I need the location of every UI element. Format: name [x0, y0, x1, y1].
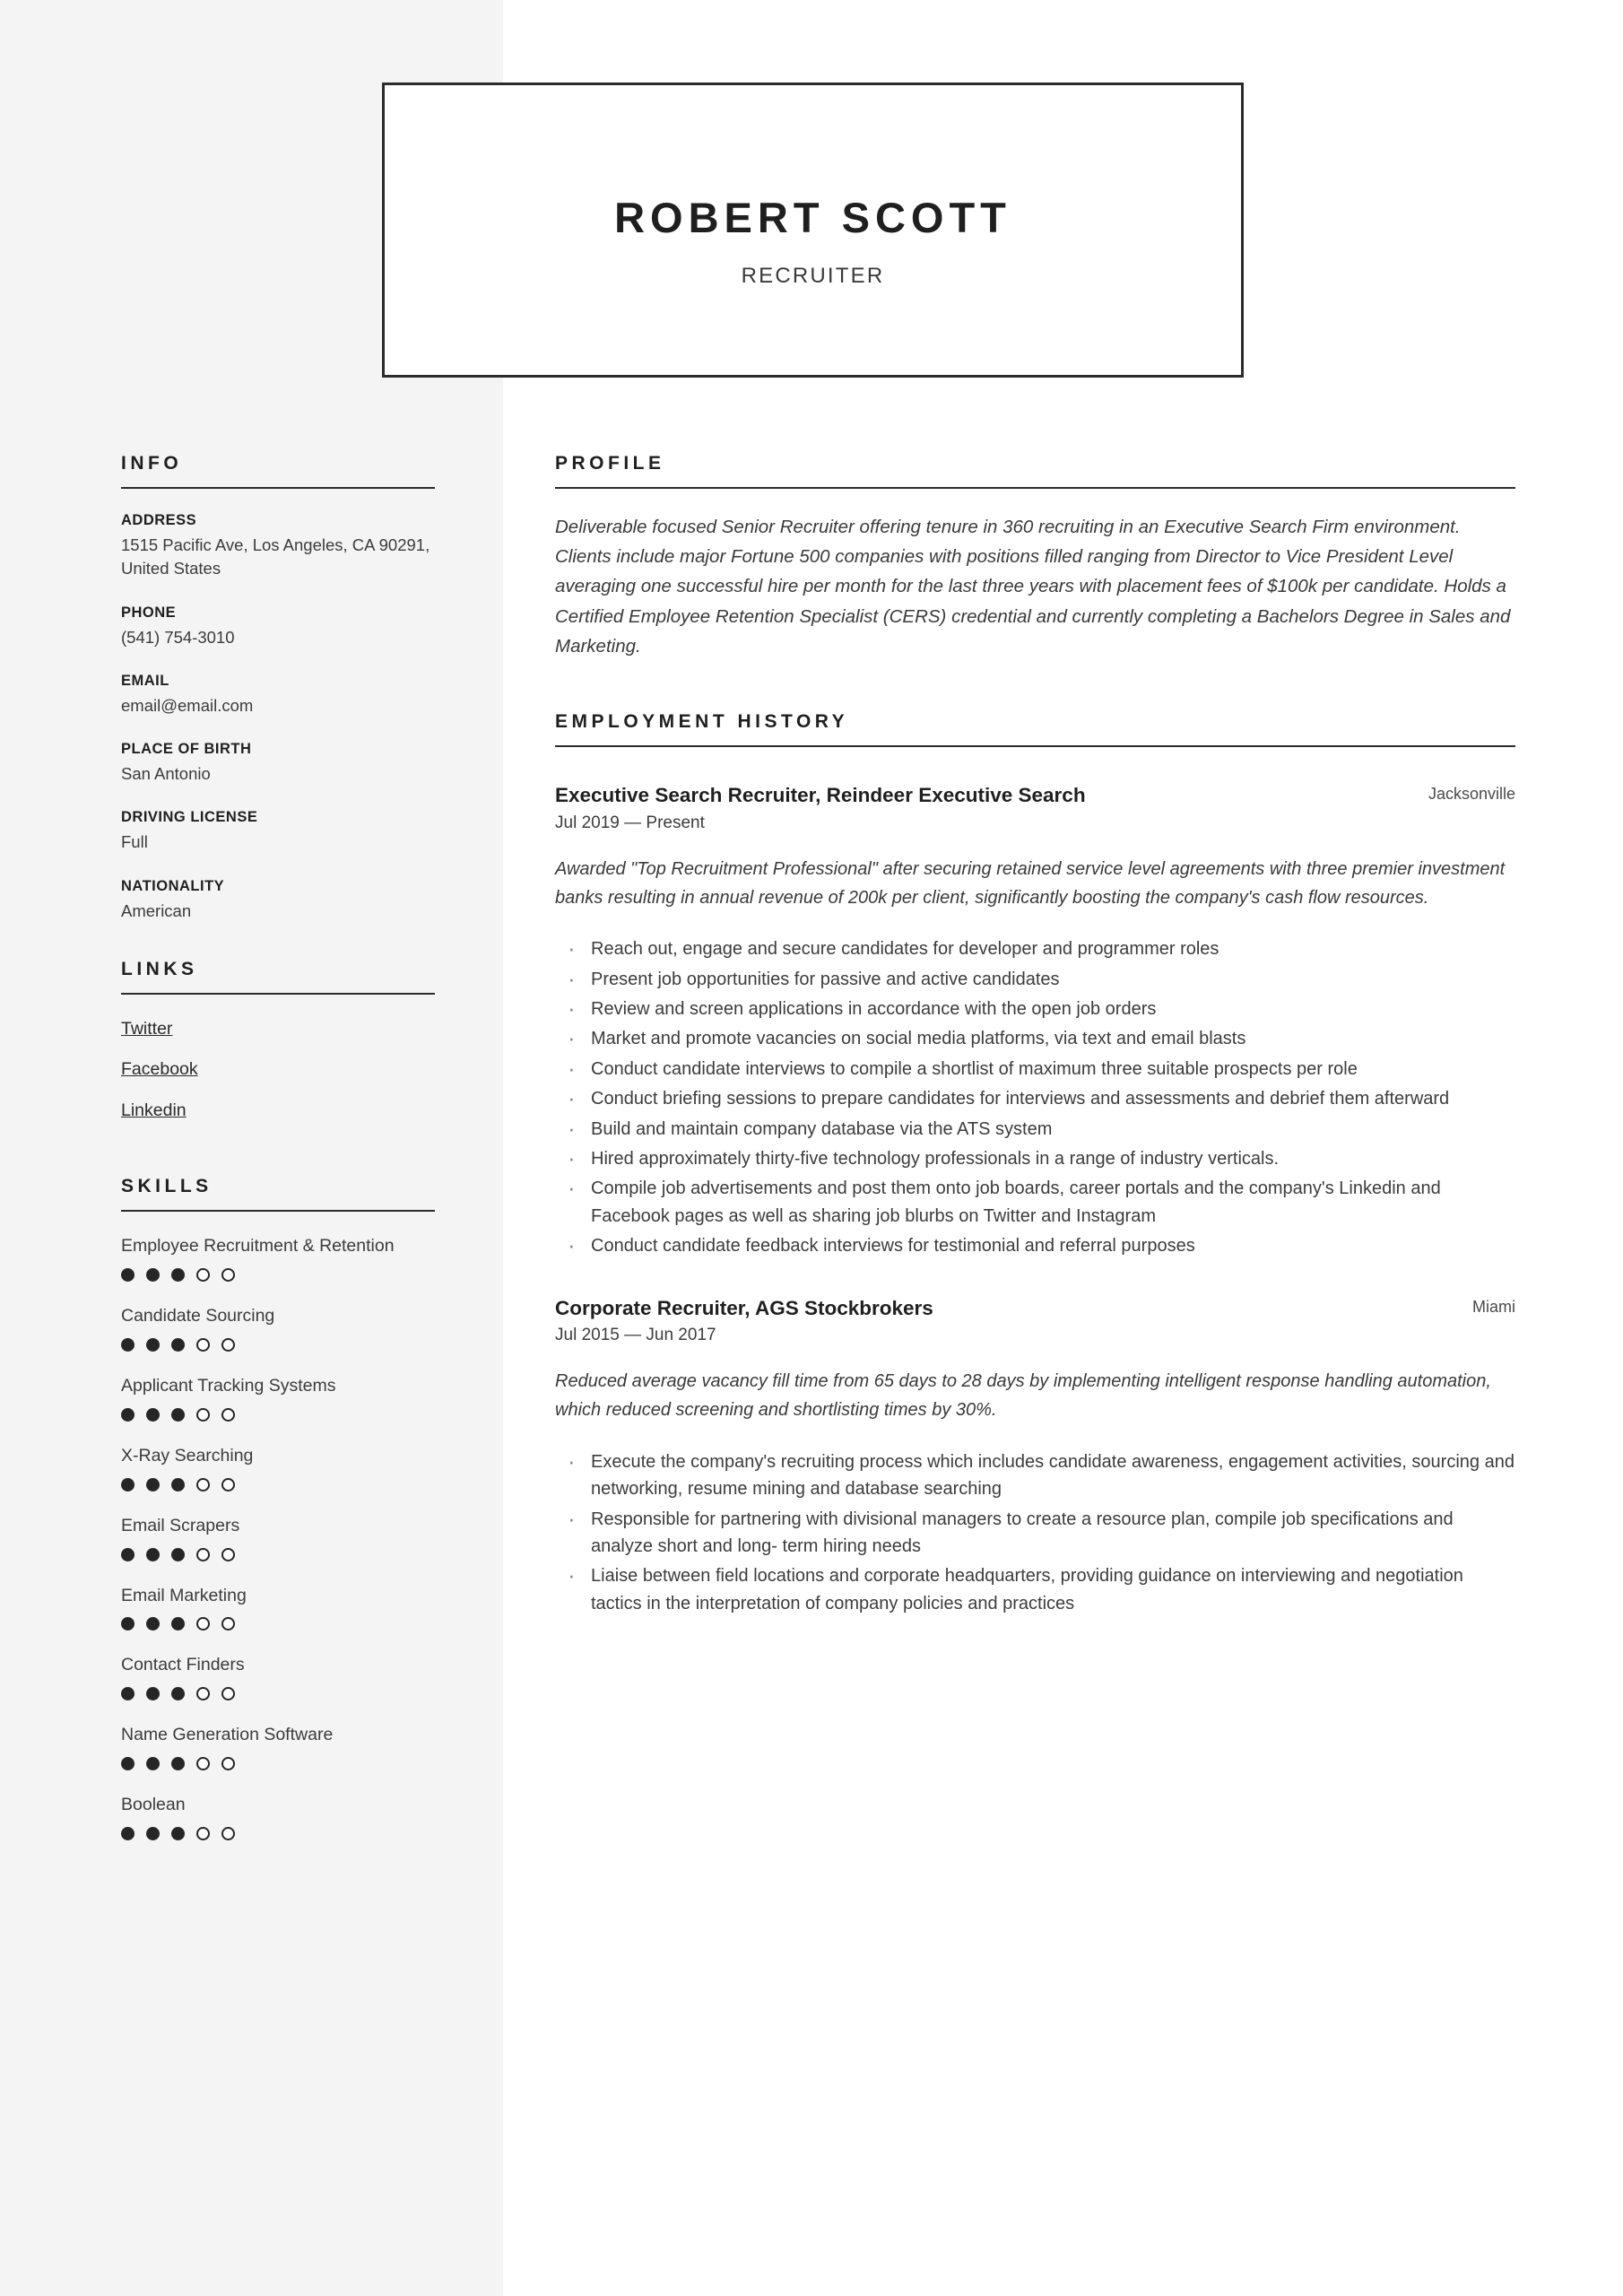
- job-bullet: · Market and promote vacancies on social media platforms, via text and email blasts: [555, 1025, 1515, 1052]
- profile-text: Deliverable focused Senior Recruiter offering tenure in 360 recruiting in an Executive Search Firm environment. Clients include major Fortune 500 companies with positions filled ranging from Director to Vice President Level averaging one successful hire per month for the last three years with placement fees of $100k per candidate. Holds a Certified Employee Retention Specialist (CERS) credential and currently completing a Bachelors Degree in Sales and Marketing.: [555, 517, 1511, 657]
- skill-name: Boolean: [121, 1795, 186, 1815]
- skill-level-dot: [196, 1757, 210, 1770]
- job-location: Miami: [1472, 1297, 1515, 1316]
- section-heading-skills: SKILLS: [121, 1175, 213, 1196]
- skill-level-dot: [221, 1617, 235, 1631]
- skill-level-meter: [121, 1548, 435, 1561]
- section-heading-links: LINKS: [121, 958, 198, 979]
- skill-level-dot: [221, 1687, 235, 1700]
- skill-level-dot: [121, 1827, 135, 1840]
- link-linkedin[interactable]: Linkedin: [121, 1100, 187, 1120]
- link-twitter[interactable]: Twitter: [121, 1018, 173, 1039]
- skill-level-dot: [196, 1268, 210, 1282]
- job-bullet: · Conduct candidate feedback interviews for testimonial and referral purposes: [555, 1232, 1515, 1259]
- link-list: [121, 1018, 435, 1122]
- info-field: [121, 878, 435, 923]
- skill-level-meter: [121, 1478, 435, 1492]
- skill-level-meter: [121, 1757, 435, 1770]
- skill-level-dot: [221, 1338, 235, 1352]
- info-field: [121, 673, 435, 718]
- skill-item: [121, 1375, 435, 1422]
- info-field-value: (541) 754-3010: [121, 627, 235, 647]
- skill-level-dot: [221, 1548, 235, 1561]
- skill-name: Candidate Sourcing: [121, 1305, 275, 1326]
- info-field-value: American: [121, 900, 192, 920]
- skill-level-dot: [196, 1478, 210, 1492]
- skill-name: Applicant Tracking Systems: [121, 1375, 336, 1396]
- skill-level-dot: [146, 1757, 160, 1770]
- info-field-label: DRIVING LICENSE: [121, 809, 258, 826]
- info-field-label: EMAIL: [121, 672, 169, 689]
- job-bullet: · Execute the company's recruiting process which includes candidate awareness, engagement activities, sourcing and networking, resume mining and database searching: [555, 1448, 1515, 1503]
- skill-level-dot: [221, 1478, 235, 1492]
- section-heading-info: INFO: [121, 453, 183, 474]
- job-bullet: · Build and maintain company database via the ATS system: [555, 1116, 1515, 1143]
- page-title: ROBERT SCOTT: [614, 194, 1011, 241]
- header-subtitle: RECRUITER: [741, 264, 885, 288]
- skill-level-dot: [171, 1687, 185, 1700]
- job-bullet: · Responsible for partnering with divisional managers to create a resource plan, compile job specifications and analyze short and long- term hiring needs: [555, 1506, 1515, 1561]
- info-field-label: ADDRESS: [121, 512, 197, 528]
- section-divider: [555, 745, 1515, 747]
- job-entry: [555, 1294, 1515, 1618]
- info-field: [121, 741, 435, 786]
- skill-level-dot: [146, 1687, 160, 1700]
- skill-level-dot: [196, 1617, 210, 1631]
- job-bullet: · Present job opportunities for passive and active candidates: [555, 966, 1515, 993]
- sidebar: [121, 453, 435, 1840]
- info-field-label: PHONE: [121, 604, 177, 621]
- skill-level-dot: [196, 1408, 210, 1422]
- job-bullet: · Reach out, engage and secure candidates for developer and programmer roles: [555, 935, 1515, 962]
- section-divider: [555, 487, 1515, 489]
- info-field-value: 1515 Pacific Ave, Los Angeles, CA 90291, United States: [121, 535, 430, 578]
- job-title: Executive Search Recruiter, Reindeer Executive Search: [555, 784, 1086, 807]
- skill-level-dot: [196, 1687, 210, 1700]
- skill-level-dot: [171, 1338, 185, 1352]
- job-bullet: · Compile job advertisements and post them onto job boards, career portals and the company's Linkedin and Facebook pages as well as sharing job blurbs on Twitter and Instagram: [555, 1175, 1515, 1230]
- skill-name: X-Ray Searching: [121, 1445, 254, 1465]
- skill-level-dot: [121, 1687, 135, 1700]
- info-field-value: email@email.com: [121, 695, 254, 715]
- skill-level-dot: [196, 1827, 210, 1840]
- skill-level-dot: [121, 1548, 135, 1561]
- job-location: Jacksonville: [1428, 785, 1515, 804]
- skill-level-dot: [171, 1617, 185, 1631]
- section-divider: [121, 487, 435, 489]
- skill-level-dot: [146, 1548, 160, 1561]
- section-heading-profile: PROFILE: [555, 453, 665, 474]
- job-summary: Reduced average vacancy fill time from 65 days to 28 days by implementing intelligent response handling automation, which reduced screening and shortlisting times by 30%.: [555, 1371, 1491, 1421]
- job-bullet-list: [555, 1448, 1515, 1617]
- job-list: [555, 781, 1515, 1617]
- skill-level-dot: [121, 1408, 135, 1422]
- skill-level-dot: [146, 1617, 160, 1631]
- job-header: [555, 781, 1515, 810]
- skill-level-meter: [121, 1687, 435, 1700]
- job-bullet: · Liaise between field locations and corporate headquarters, providing guidance on interviewing and negotiation tactics in the interpretation of company policies and practices: [555, 1562, 1515, 1617]
- job-dates: Jul 2015 — Jun 2017: [555, 1326, 716, 1345]
- section-heading-employment: EMPLOYMENT HISTORY: [555, 711, 849, 733]
- info-field-value: San Antonio: [121, 764, 211, 784]
- section-info: [121, 453, 435, 923]
- skill-level-dot: [196, 1548, 210, 1561]
- job-bullet-list: [555, 935, 1515, 1259]
- header-name-box: [382, 83, 1244, 378]
- skill-level-dot: [121, 1338, 135, 1352]
- skill-level-dot: [121, 1757, 135, 1770]
- skill-item: [121, 1724, 435, 1770]
- main-column: [555, 453, 1515, 1620]
- skill-name: Employee Recruitment & Retention: [121, 1235, 395, 1256]
- job-bullet: · Conduct candidate interviews to compile a shortlist of maximum three suitable prospects per role: [555, 1056, 1515, 1083]
- skill-level-dot: [171, 1827, 185, 1840]
- section-divider: [121, 1210, 435, 1212]
- job-bullet: · Hired approximately thirty-five technology professionals in a range of industry verticals.: [555, 1145, 1515, 1172]
- spacer: [121, 923, 435, 959]
- job-dates: Jul 2019 — Present: [555, 813, 705, 832]
- section-links: [121, 959, 435, 1122]
- info-field-list: [121, 512, 435, 923]
- skill-level-dot: [146, 1268, 160, 1282]
- skill-item: [121, 1585, 435, 1631]
- skill-level-dot: [121, 1617, 135, 1631]
- skill-level-dot: [171, 1478, 185, 1492]
- job-entry: [555, 781, 1515, 1260]
- job-bullet: · Review and screen applications in accordance with the open job orders: [555, 996, 1515, 1022]
- skill-level-dot: [146, 1478, 160, 1492]
- skill-list: [121, 1235, 435, 1840]
- skill-item: [121, 1654, 435, 1700]
- skill-level-dot: [221, 1827, 235, 1840]
- skill-level-dot: [221, 1757, 235, 1770]
- info-field-label: NATIONALITY: [121, 877, 225, 894]
- spacer: [121, 1140, 435, 1176]
- skill-level-dot: [171, 1408, 185, 1422]
- skill-item: [121, 1305, 435, 1352]
- section-skills: [121, 1176, 435, 1840]
- skill-level-meter: [121, 1338, 435, 1352]
- info-field: [121, 604, 435, 649]
- info-field-value: Full: [121, 832, 148, 852]
- info-field: [121, 512, 435, 581]
- skill-level-dot: [146, 1338, 160, 1352]
- skill-level-dot: [121, 1268, 135, 1282]
- job-title: Corporate Recruiter, AGS Stockbrokers: [555, 1296, 933, 1319]
- skill-level-meter: [121, 1268, 435, 1282]
- skill-item: [121, 1515, 435, 1561]
- job-bullet: · Conduct briefing sessions to prepare candidates for interviews and assessments and debrief them afterward: [555, 1085, 1515, 1112]
- skill-level-meter: [121, 1617, 435, 1631]
- skill-level-meter: [121, 1827, 435, 1840]
- skill-level-dot: [221, 1268, 235, 1282]
- skill-level-dot: [171, 1757, 185, 1770]
- skill-level-meter: [121, 1408, 435, 1422]
- skill-level-dot: [196, 1338, 210, 1352]
- section-employment-history: [555, 711, 1515, 1617]
- skill-name: Contact Finders: [121, 1655, 245, 1675]
- section-divider: [121, 993, 435, 995]
- skill-name: Email Scrapers: [121, 1515, 240, 1535]
- skill-name: Email Marketing: [121, 1585, 247, 1605]
- skill-item: [121, 1235, 435, 1282]
- link-facebook[interactable]: Facebook: [121, 1059, 198, 1080]
- skill-item: [121, 1445, 435, 1492]
- skill-level-dot: [146, 1827, 160, 1840]
- skill-level-dot: [121, 1478, 135, 1492]
- skill-level-dot: [221, 1408, 235, 1422]
- info-field-label: PLACE OF BIRTH: [121, 741, 252, 758]
- skill-level-dot: [146, 1408, 160, 1422]
- skill-name: Name Generation Software: [121, 1725, 334, 1745]
- skill-item: [121, 1794, 435, 1840]
- skill-level-dot: [171, 1548, 185, 1561]
- job-summary: Awarded "Top Recruitment Professional" after securing retained service level agreements with three premier investment banks resulting in annual revenue of 200k per client, significantly boosting the company's cash flow resources.: [555, 858, 1506, 908]
- skill-level-dot: [171, 1268, 185, 1282]
- section-profile: [555, 453, 1515, 661]
- job-header: [555, 1294, 1515, 1323]
- info-field: [121, 809, 435, 854]
